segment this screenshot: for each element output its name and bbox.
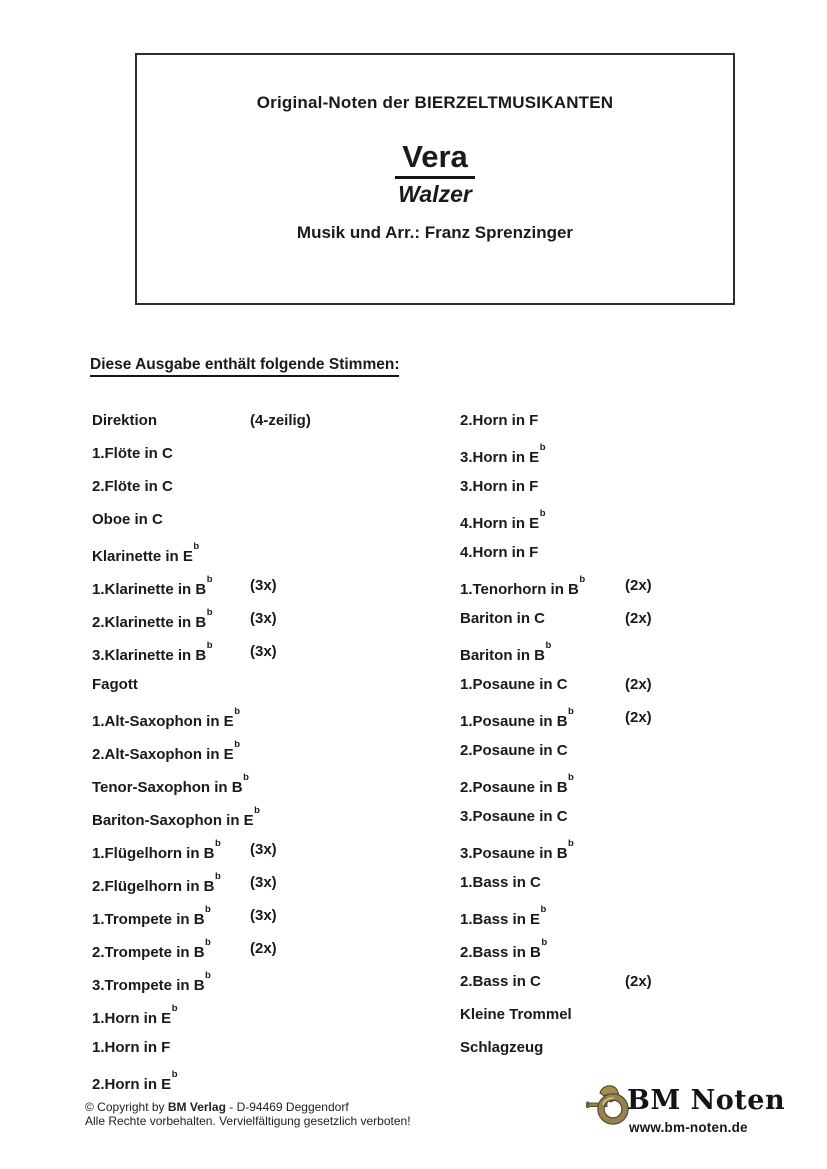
part-name: 1.Horn in $E^b$ [92, 1003, 178, 1027]
publisher-logo [586, 1080, 786, 1144]
part-name: Tenor-Saxophon in $B^b$ [92, 772, 249, 796]
part-row [92, 1064, 437, 1097]
part-name: 3.Klarinette in $B^b$ [92, 640, 213, 664]
part-row [92, 932, 437, 965]
part-row [460, 404, 805, 437]
part-row [92, 1031, 437, 1064]
part-row [92, 899, 437, 932]
part-row [92, 800, 437, 833]
rights-line: Alle Rechte vorbehalten. Vervielfältigung gesetzlich verboten! [85, 1113, 411, 1128]
part-row [92, 734, 437, 767]
part-name: Kleine Trommel [460, 1006, 572, 1023]
part-row [460, 1031, 805, 1064]
composer-credit: Musik und Arr.: Franz Sprenzinger [296, 223, 574, 242]
part-name: 1.Trompete in $B^b$ [92, 904, 211, 928]
part-row [92, 602, 437, 635]
part-name: 1.Flöte in C [92, 445, 173, 462]
series-title: Original-Noten der BIERZELTMUSIKANTEN [256, 93, 614, 112]
part-name: 2.Flügelhorn in $B^b$ [92, 871, 221, 895]
part-copies: (3x) [250, 643, 277, 660]
work-subtitle: Walzer [398, 181, 472, 207]
horn-icon [586, 1084, 630, 1126]
part-row [460, 965, 805, 998]
part-name: 3.Horn in F [460, 478, 539, 495]
logo-url: www.bm-noten.de [629, 1120, 748, 1135]
part-name: 1.Alt-Saxophon in $E^b$ [92, 706, 240, 730]
part-name: 1.Klarinette in $B^b$ [92, 574, 213, 598]
parts-column-left [92, 404, 437, 1097]
part-row [460, 470, 805, 503]
part-row [460, 998, 805, 1031]
part-name: Bariton in C [460, 610, 545, 627]
part-name: 3.Trompete in $B^b$ [92, 970, 211, 994]
logo-wordmark: BM Noten [627, 1085, 786, 1116]
part-name: 2.Horn in F [460, 412, 539, 429]
part-name: 2.Trompete in $B^b$ [92, 937, 211, 961]
part-row [460, 866, 805, 899]
part-copies: (2x) [625, 610, 652, 627]
part-name: 2.Alt-Saxophon in $E^b$ [92, 739, 240, 763]
part-row [92, 437, 437, 470]
part-name: Direktion [92, 412, 158, 429]
part-name: 1.Posaune in $B^b$ [460, 706, 574, 730]
part-copies: (2x) [250, 940, 277, 957]
part-row [92, 536, 437, 569]
part-row [460, 734, 805, 767]
part-name: Bariton-Saxophon in $E^b$ [92, 805, 260, 829]
part-row [460, 602, 805, 635]
part-row [460, 701, 805, 734]
publisher-name: BM Verlag [167, 1100, 226, 1114]
part-name: 3.Posaune in $B^b$ [460, 838, 574, 862]
part-copies: (3x) [250, 907, 277, 924]
part-copies: (2x) [625, 709, 652, 726]
part-name: Schlagzeug [460, 1039, 544, 1056]
part-name: 2.Bass in $B^b$ [460, 937, 548, 961]
part-copies: (3x) [250, 841, 277, 858]
part-row [460, 635, 805, 668]
part-name: 1.Tenorhorn in $B^b$ [460, 574, 586, 598]
part-name: 2.Bass in C [460, 973, 541, 990]
part-name: 3.Horn in $E^b$ [460, 442, 546, 466]
part-copies: (4-zeilig) [250, 412, 311, 429]
part-row [460, 569, 805, 602]
part-name: 1.Bass in $E^b$ [460, 904, 547, 928]
copyright-line: © Copyright by BM Verlag - D-94469 Deggendorf [85, 1100, 349, 1114]
part-row [460, 668, 805, 701]
part-row [92, 866, 437, 899]
part-row [92, 503, 437, 536]
contents-heading: Diese Ausgabe enthält folgende Stimmen: [90, 356, 399, 377]
part-row [460, 503, 805, 536]
part-name: 2.Flöte in C [92, 478, 173, 495]
part-row [92, 701, 437, 734]
part-row [92, 569, 437, 602]
part-copies: (3x) [250, 577, 277, 594]
part-copies: (2x) [625, 973, 652, 990]
part-copies: (3x) [250, 874, 277, 891]
part-row [92, 470, 437, 503]
copyright-block [85, 1101, 411, 1128]
part-row [92, 404, 437, 437]
part-row [460, 800, 805, 833]
part-name: 4.Horn in $E^b$ [460, 508, 546, 532]
part-row [92, 998, 437, 1031]
part-row [92, 965, 437, 998]
part-row [460, 833, 805, 866]
part-name: 1.Bass in C [460, 874, 541, 891]
part-name: 2.Klarinette in $B^b$ [92, 607, 213, 631]
part-name: 1.Posaune in C [460, 676, 568, 693]
work-title: Vera [137, 139, 733, 179]
part-name: 2.Posaune in $B^b$ [460, 772, 574, 796]
part-name: Oboe in C [92, 511, 163, 528]
part-row [460, 899, 805, 932]
part-copies: (2x) [625, 577, 652, 594]
part-row [460, 437, 805, 470]
part-row [92, 635, 437, 668]
part-row [92, 668, 437, 701]
part-row [460, 932, 805, 965]
part-copies: (2x) [625, 676, 652, 693]
part-row [460, 767, 805, 800]
part-row [460, 536, 805, 569]
part-name: 2.Posaune in C [460, 742, 568, 759]
title-box [135, 53, 735, 305]
part-name: 4.Horn in F [460, 544, 539, 561]
part-name: 1.Flügelhorn in $B^b$ [92, 838, 221, 862]
part-name: Fagott [92, 676, 138, 693]
part-row [92, 833, 437, 866]
parts-column-right [460, 404, 805, 1064]
part-name: Bariton in $B^b$ [460, 640, 552, 664]
part-name: 2.Horn in $E^b$ [92, 1069, 178, 1093]
part-name: 1.Horn in F [92, 1039, 171, 1056]
part-copies: (3x) [250, 610, 277, 627]
part-name: 3.Posaune in C [460, 808, 568, 825]
part-name: Klarinette in $E^b$ [92, 541, 200, 565]
part-row [92, 767, 437, 800]
